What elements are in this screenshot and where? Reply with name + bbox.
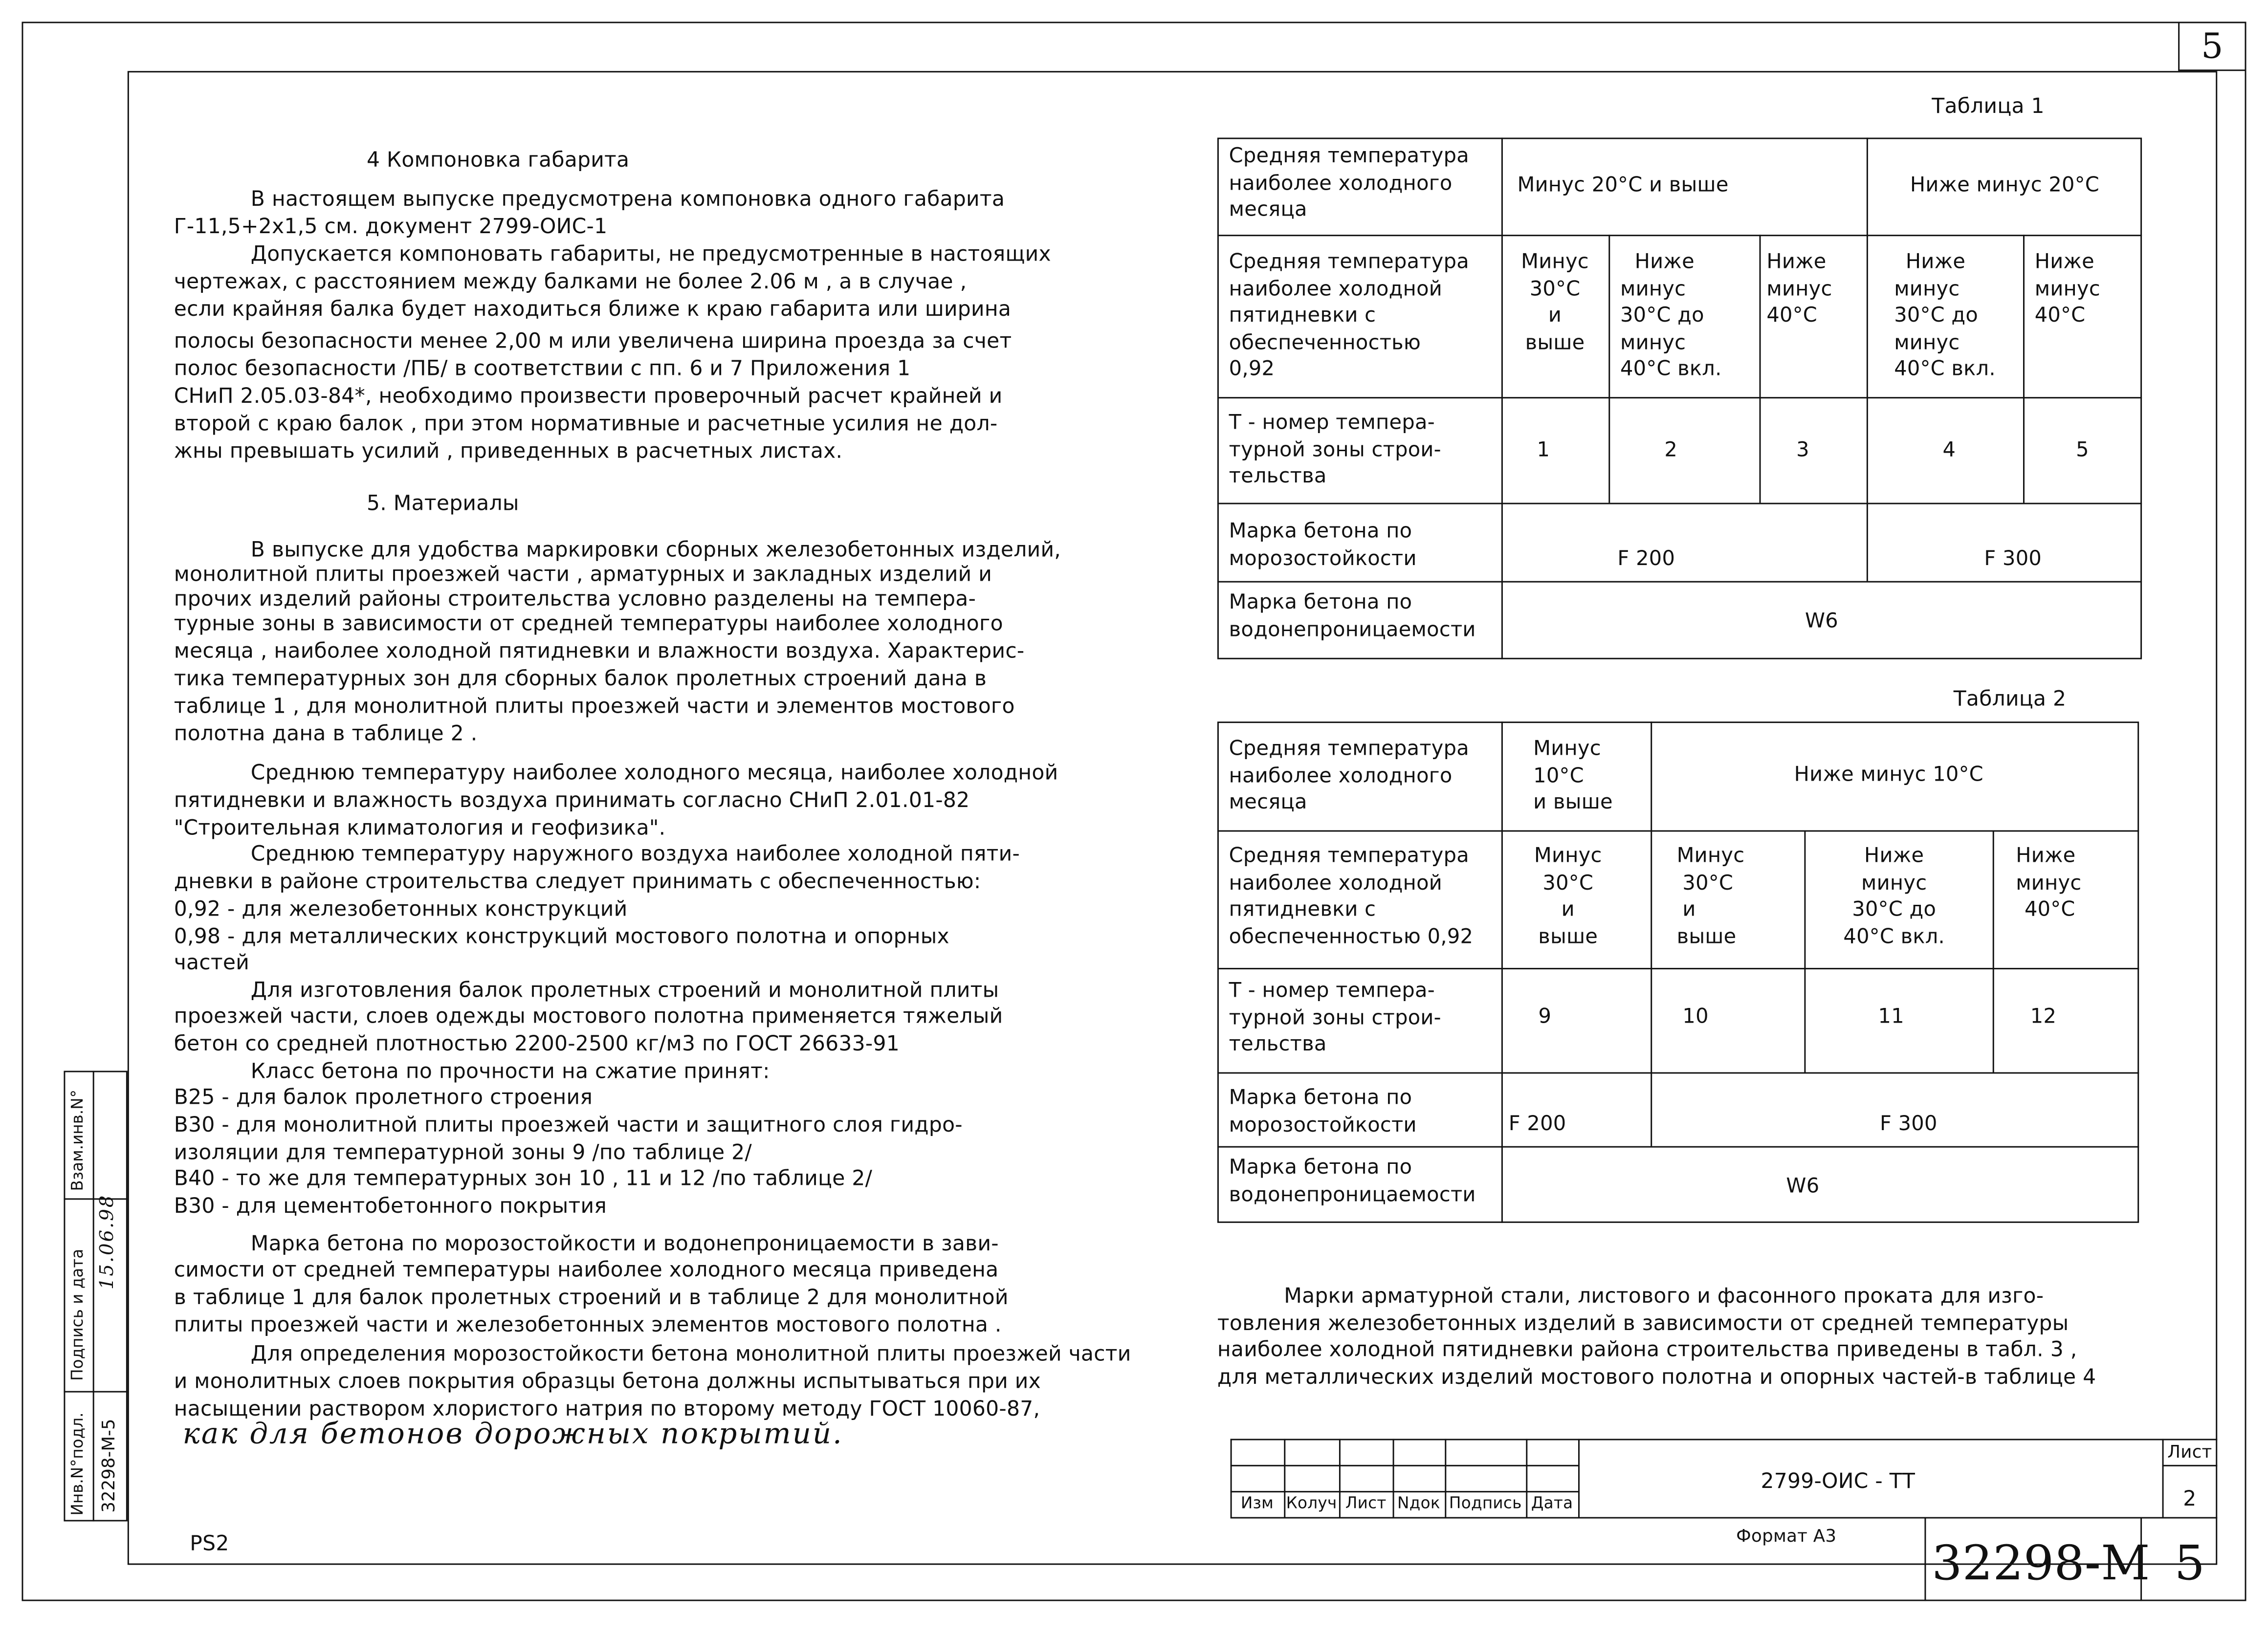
t1-r2-c2: Ниже минус 30°С до минус 40°С вкл. [1620,250,1722,381]
section4-title: 4 Компоновка габарита [366,149,630,173]
s5-line: Марка бетона по морозостойкости и водонепроницаемости в зави- [250,1233,999,1256]
t1-r4-b: F 300 [1984,547,2042,571]
s4-line: жны превышать усилий , приведенных в расчетных листах. [174,440,843,464]
archive-number: 32298-М [1932,1534,2150,1591]
t1-zone: 2 [1664,439,1678,462]
sheet-number: 2 [2183,1488,2197,1511]
side-inv-label: Инв.N°подл. [68,1412,87,1516]
t1-r4-a: F 200 [1617,547,1675,571]
section5-title: 5. Материалы [366,492,519,516]
note-line: Марки арматурной стали, листового и фасонного проката для изго- [1284,1285,2044,1309]
t1-zone: 3 [1796,439,1809,462]
t2-r2-c4: Ниже минус 40°С [2016,845,2082,922]
t1-r5: W6 [1805,610,1838,634]
t1-r2-c4: Ниже минус 30°С до минус 40°С вкл. [1894,250,1996,381]
t1-zone: 4 [1942,439,1956,462]
tb-col-podpis: Подпись [1449,1494,1522,1513]
table2-caption: Таблица 2 [1953,688,2067,712]
note-line: наиболее холодной пятидневки района строительства приведены в табл. 3 , [1217,1338,2077,1362]
t2-r2-c3: Ниже минус 30°С до 40°С вкл. [1843,845,1945,949]
side-inv-value: 32298-М-5 [98,1419,119,1513]
page-number-top: 5 [2201,26,2224,67]
s5-line: 0,98 - для металлических конструкций мостового полотна и опорных [174,926,949,949]
t1-r2-c3: Ниже минус 40°С [1766,250,1832,328]
t2-r4-a: F 200 [1508,1113,1566,1136]
s5-line: В30 - для цементобетонного покрытия [174,1195,607,1219]
t2-r1-label: Средняя температура наиболее холодного месяца [1229,737,1470,814]
side-sign-value: 15.06.98 [97,1194,119,1290]
s5-line: пятидневки и влажность воздуха принимать согласно СНиП 2.01.01-82 [174,789,970,813]
bottom-page-number: 5 [2174,1534,2205,1591]
ps2-label: PS2 [190,1533,229,1556]
s4-line: полос безопасности /ПБ/ в соответствии с пп. 6 и 7 Приложения 1 [174,358,911,381]
side-sign-label: Подпись и дата [68,1248,87,1381]
s5-line: бетон со средней плотностью 2200-2500 кг/м3 по ГОСТ 26633-91 [174,1033,900,1056]
tb-col-izm: Изм [1240,1494,1274,1513]
t2-r5: W6 [1786,1175,1820,1199]
table1-caption: Таблица 1 [1932,95,2045,119]
s4-line: чертежах, с расстоянием между балками не более 2.06 м , а в случае , [174,271,967,294]
s5-line: тика температурных зон для сборных балок пролетных строений дана в [174,668,987,691]
t2-zone: 11 [1878,1005,1904,1029]
t1-r1-label: Средняя температура наиболее холодного месяца [1229,145,1470,222]
t1-r4-label: Марка бетона по морозостойкости [1229,520,1417,570]
format-label: Формат А3 [1736,1526,1837,1546]
t2-r2-c2: Минус 30°С и выше [1676,845,1745,949]
tb-col-ndok: Nдок [1397,1494,1440,1513]
s4-line: В настоящем выпуске предусмотрена компоновка одного габарита [250,188,1005,212]
tb-col-list: Лист [1345,1494,1387,1513]
s5-line: изоляции для температурной зоны 9 /по таблице 2/ [174,1141,752,1165]
t2-zone: 12 [2030,1005,2057,1029]
doc-code: 2799-ОИС - ТТ [1761,1470,1916,1494]
s5-line: В30 - для монолитной плиты проезжей части и защитного слоя гидро- [174,1114,963,1137]
s5-line: турные зоны в зависимости от средней температуры наиболее холодного [174,612,1003,636]
tb-col-kolyuch: Колуч [1286,1494,1337,1513]
s5-line: В40 - то же для температурных зон 10 , 11 и 12 /по таблице 2/ [174,1168,873,1191]
s5-line: В25 - для балок пролетного строения [174,1087,593,1110]
s5-line: дневки в районе строительства следует принимать с обеспеченностью: [174,871,981,894]
t1-r3-label: Т - номер темпера- турной зоны строи- тельства [1229,411,1441,488]
t2-r4-label: Марка бетона по морозостойкости [1229,1087,1417,1137]
s4-line: если крайняя балка будет находиться ближе к краю габарита или ширина [174,298,1012,322]
s5-line: В выпуске для удобства маркировки сборных железобетонных изделий, [250,539,1061,563]
t2-r2-label: Средняя температура наиболее холодной пятидневки с обеспеченностью 0,92 [1229,845,1474,949]
s5-line: таблице 1 , для монолитной плиты проезжей части и элементов мостового [174,695,1015,719]
s5-line: прочих изделий районы строительства условно разделены на темпера- [174,588,976,612]
tb-col-data: Дата [1531,1494,1573,1513]
note-line: товления железобетонных изделий в зависимости от средней температуры [1217,1312,2069,1336]
t2-r1-b: Ниже минус 10°С [1794,764,1983,787]
t1-zone: 5 [2076,439,2089,462]
t2-zone: 9 [1538,1005,1552,1029]
s5-line: полотна дана в таблице 2 . [174,723,478,746]
s4-line: полосы безопасности менее 2,00 м или увеличена ширина проезда за счет [174,330,1012,354]
s4-line: Г-11,5+2х1,5 см. документ 2799-ОИС-1 [174,216,608,240]
t1-r2-c1: Минус 30°С и выше [1521,250,1589,354]
s5-line: 0,92 - для железобетонных конструкций [174,898,628,922]
t2-r1-a: Минус 10°С и выше [1533,737,1613,814]
s4-line: СНиП 2.05.03-84*, необходимо произвести проверочный расчет крайней и [174,385,1003,409]
s4-line: второй с краю балок , при этом нормативные и расчетные усилия не дол- [174,413,998,437]
t1-r1-a: Минус 20°С и выше [1517,174,1729,197]
t2-r2-c1: Минус 30°С и выше [1534,845,1602,949]
side-vz-label: Взам.инв.N° [68,1090,87,1191]
t1-r1-b: Ниже минус 20°С [1910,174,2100,197]
s5-line: насыщении раствором хлористого натрия по второму методу ГОСТ 10060-87, [174,1398,1040,1421]
s5-line: Среднюю температуру наиболее холодного месяца, наиболее холодной [250,762,1058,786]
t2-zone: 10 [1682,1005,1709,1029]
s5-line: частей [174,952,250,975]
t2-r3-label: Т - номер темпера- турной зоны строи- тельства [1229,979,1441,1056]
s5-line: Класс бетона по прочности на сжатие принят: [250,1060,770,1084]
s5-line: монолитной плиты проезжей части , арматурных и закладных изделий и [174,564,992,587]
s5-line: месяца , наиболее холодной пятидневки и влажности воздуха. Характерис- [174,640,1025,664]
t1-zone: 1 [1537,439,1550,462]
t1-r5-label: Марка бетона по водонепроницаемости [1229,591,1476,641]
s5-line: проезжей части, слоев одежды мостового полотна применяется тяжелый [174,1005,1003,1029]
t1-r2-c5: Ниже минус 40°С [2034,250,2101,328]
s5-line: и монолитных слоев покрытия образцы бетона должны испытываться при их [174,1371,1041,1394]
s5-line: Для изготовления балок пролетных строений и монолитной плиты [250,979,999,1003]
t2-r4-b: F 300 [1879,1113,1938,1136]
s5-line: симости от средней температуры наиболее холодного месяца приведена [174,1259,999,1283]
handwritten-note: как для бетонов дорожных покрытий. [182,1416,843,1451]
s5-line: в таблице 1 для балок пролетных строений и в таблице 2 для монолитной [174,1287,1009,1310]
sheet-label: Лист [2167,1442,2212,1462]
t1-r2-label: Средняя температура наиболее холодной пятидневки с обеспеченностью 0,92 [1229,250,1470,381]
s5-line: Для определения морозостойкости бетона монолитной плиты проезжей части [250,1343,1131,1367]
t2-r5-label: Марка бетона по водонепроницаемости [1229,1156,1476,1206]
s4-line: Допускается компоновать габариты, не предусмотренные в настоящих [250,243,1051,267]
s5-line: Среднюю температуру наружного воздуха наиболее холодной пяти- [250,843,1020,867]
s5-line: плиты проезжей части и железобетонных элементов мостового полотна . [174,1314,1002,1337]
note-line: для металлических изделий мостового полотна и опорных частей-в таблице 4 [1217,1366,2096,1390]
s5-line: "Строительная климатология и геофизика". [174,817,666,841]
